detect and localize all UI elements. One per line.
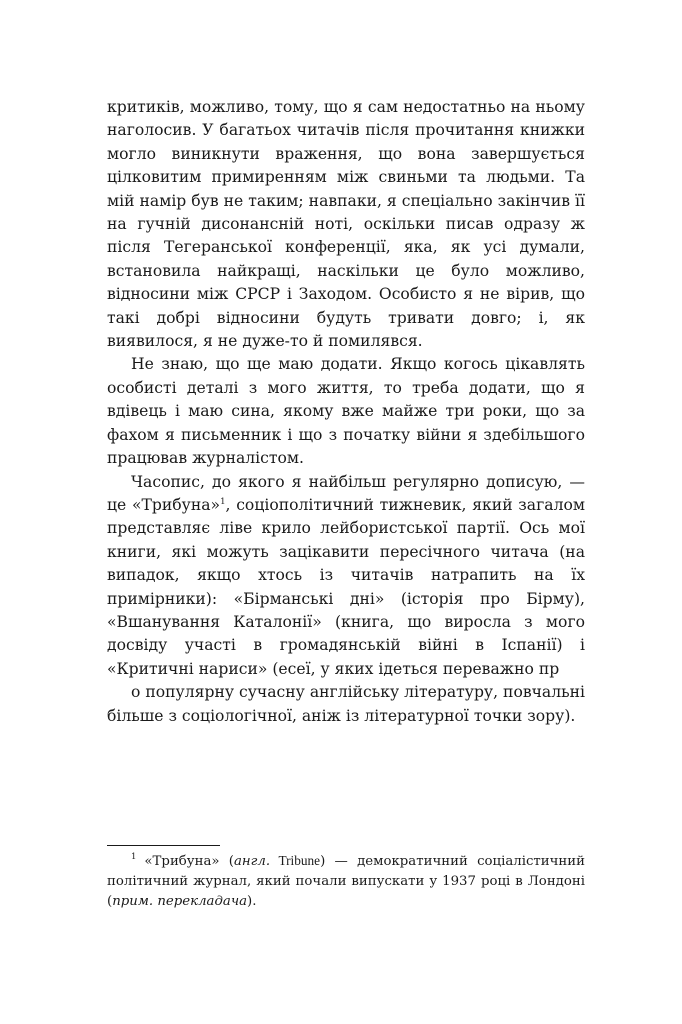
footnote-separator: [107, 845, 220, 846]
paragraph-3-part-2: , соціополітичний тижневик, який загалом представляє ліве крило лейбористської партії. Ось мої книги, які можуть зацікавити пересічного читача (на випадок, якщо хтось із читачів натрапить на їх примірники): «Бірманські дні» (історія про Бірму), «Вшанування Каталонії» (книга, що виросла з мого досвіду участі в громадянській війні в Іспанії) і «Критичні нариси» (есеї, у яких ідеться переважно пр: [107, 495, 585, 678]
footnote-reference-mark[interactable]: 1: [220, 496, 226, 507]
paragraph-3-part-1: Часопис, до якого я найбільш регулярно дописую, — це «Трибуна»: [107, 472, 585, 514]
paragraph-3: [107, 471, 585, 682]
main-text: [107, 96, 585, 728]
footnote-open-paren: (: [219, 854, 234, 869]
footnote-mark: 1: [131, 852, 137, 862]
footnote-note-type: прим. перекладача: [112, 894, 248, 909]
footnote-end: ).: [247, 894, 257, 909]
footnote-original-name: Tribune: [270, 853, 321, 868]
paragraph-1: критиків, можливо, тому, що я сам недостатньо на ньому наголосив. У багатьох читачів після прочитання книжки могло виникнути враження, що вона завершується цілковитим примиренням між свиньми та людьми. Та мій намір був не таким; навпаки, я спеціально закінчив її на гучній дисонансній ноті, оскільки писав одразу ж після Тегеранської конференції, яка, як усі думали, встановила найкращі, наскільки це було можливо, відносини між СРСР і Заходом. Особисто я не вірив, що такі добрі відносини будуть тривати довго; і, як виявилося, я не дуже-то й помилявся.: [107, 98, 585, 351]
footnote-lang-abbr: англ.: [234, 854, 271, 869]
paragraph-2: Не знаю, що ще маю додати. Якщо когось цікавлять особисті деталі з мого життя, то треба додати, що я вдівець і маю сина, якому вже майже три роки, що за фахом я письменник і що з початку війни я здебільшого працював журналістом.: [107, 355, 585, 468]
footnote-title: «Трибуна»: [144, 854, 220, 869]
paragraph-4: о популярну сучасну англійську літературу, повчальні більше з соціологічної, аніж із літературної точки зору).: [107, 683, 585, 725]
footnote-text: ) — демократичний соціалістичний політичний журнал, який почали випускати у 1937 році в Лондоні (: [107, 854, 586, 909]
footnote: [107, 851, 585, 912]
